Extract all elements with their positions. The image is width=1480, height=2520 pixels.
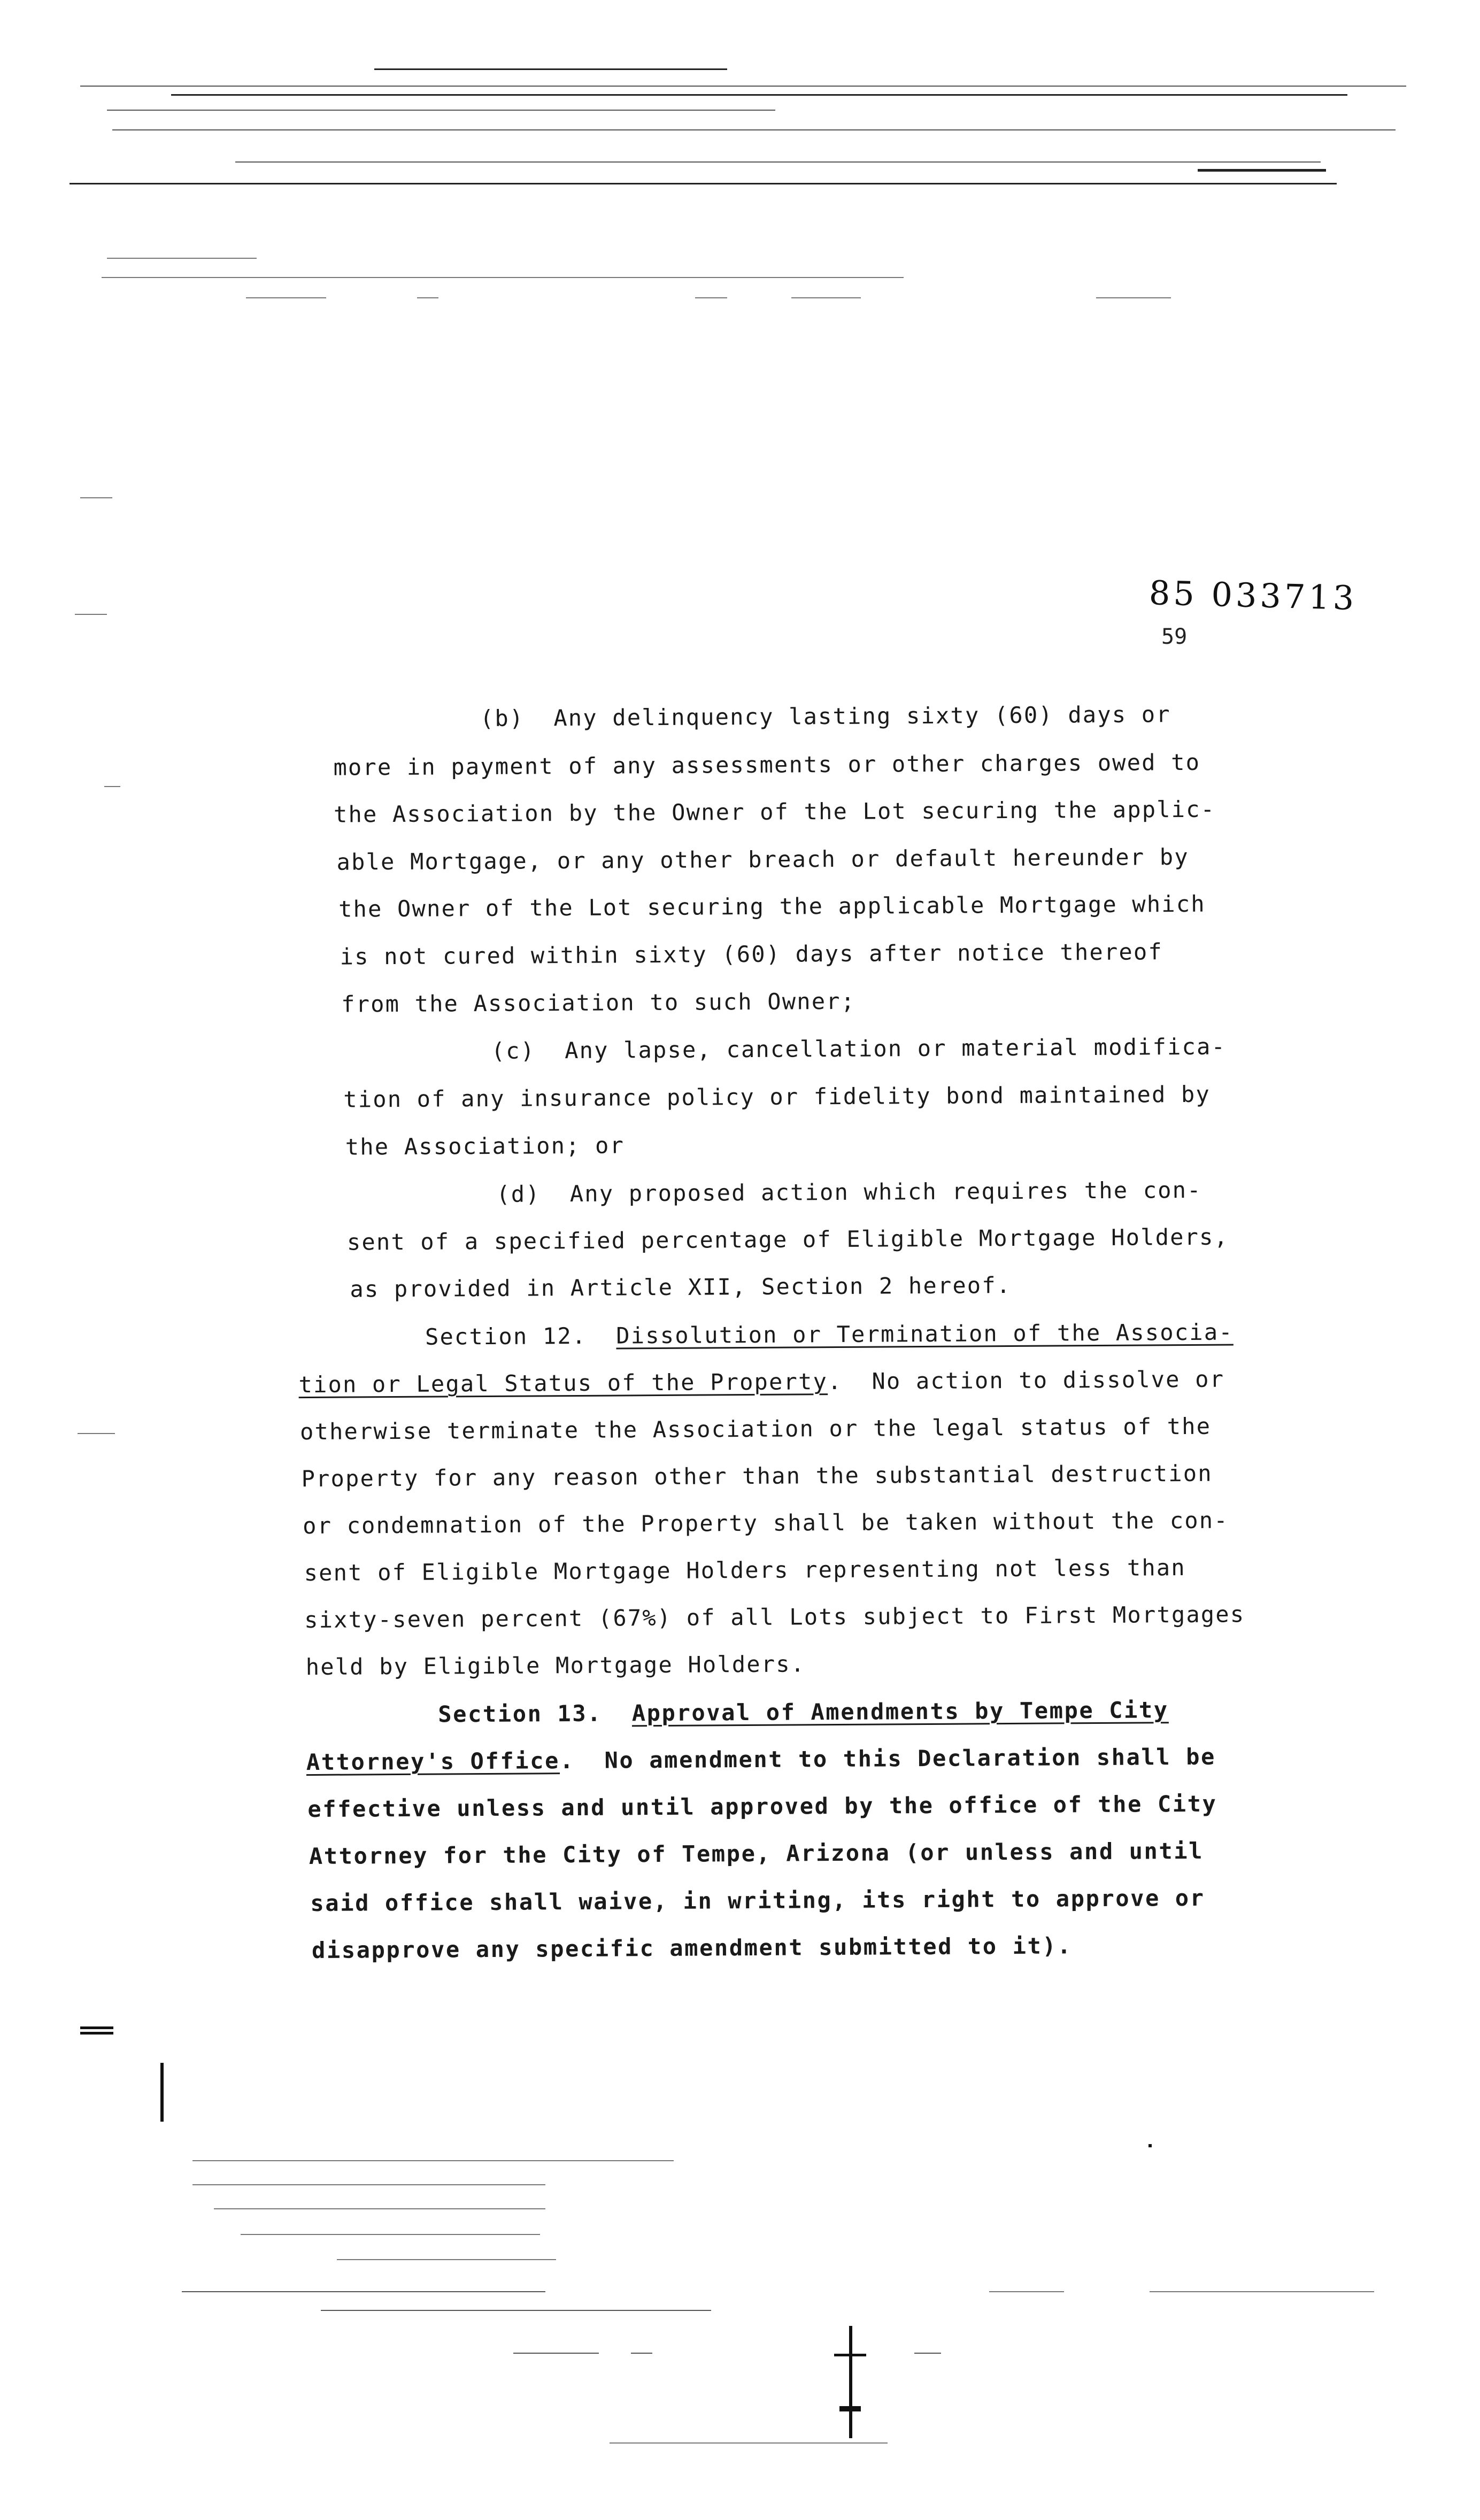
section-12-line: Property for any reason other than the substantial destruction [301, 1460, 1213, 1492]
section-12-line: otherwise terminate the Association or the legal status of the [299, 1413, 1212, 1445]
section-13-line: effective unless and until approved by the office of the City [307, 1790, 1217, 1823]
section-12-heading-line [298, 1368, 1224, 1397]
scan-artifact-bottom [610, 2442, 888, 2444]
page-number: 59 [1161, 625, 1188, 649]
paragraph-c-line: (c) Any lapse, cancellation or material modifica- [491, 1033, 1227, 1064]
section-12-line: sixty-seven percent (67%) of all Lots subject to First Mortgages [304, 1601, 1245, 1633]
section-12-title: tion or Legal Status of the Property [298, 1368, 828, 1398]
scan-artifact-bottom [192, 2160, 674, 2161]
scan-artifact-bottom [321, 2310, 711, 2311]
paragraph-c-line: the Association; or [345, 1132, 625, 1160]
paragraph-b-line: more in payment of any assessments or other charges owed to [333, 749, 1201, 781]
section-12-line: or condemnation of the Property shall be taken without the con- [302, 1507, 1229, 1539]
scan-artifact-bottom [1150, 2291, 1374, 2292]
scan-artifact-bottom [849, 2326, 852, 2438]
scan-artifact-bottom [989, 2291, 1064, 2292]
paragraph-c-line: tion of any insurance policy or fidelity bond maintained by [343, 1081, 1211, 1113]
section-13-label: Section 13. [438, 1700, 603, 1728]
section-12-line: sent of Eligible Mortgage Holders representing not less than [304, 1554, 1186, 1586]
scan-artifact-bottom [914, 2353, 941, 2354]
section-13-title: Attorney's Office [306, 1747, 560, 1776]
section-13-title: Approval of Amendments by Tempe City [631, 1697, 1169, 1727]
section-12-text: . No action to dissolve or [827, 1366, 1225, 1395]
paragraph-d-line: sent of a specified percentage of Eligible Mortgage Holders, [346, 1223, 1229, 1255]
scan-artifact-bottom [182, 2291, 545, 2292]
scan-artifact-bottom [80, 2026, 113, 2029]
paragraph-d-line: (d) Any proposed action which requires the con- [496, 1176, 1202, 1207]
section-13-line: disapprove any specific amendment submitted to it). [311, 1932, 1073, 1964]
paragraph-b-line: is not cured within sixty (60) days after notice thereof [340, 938, 1163, 970]
scan-artifact-bottom [513, 2353, 599, 2354]
section-13-text: . No amendment to this Declaration shall be [559, 1743, 1216, 1774]
paragraph-b-line: the Association by the Owner of the Lot securing the applic- [333, 796, 1216, 828]
scan-artifact-bottom [160, 2063, 164, 2122]
section-13-heading-line [306, 1743, 1216, 1776]
paragraph-b-line: (b) Any delinquency lasting sixty (60) days or [480, 701, 1171, 732]
paragraph-b-line: from the Association to such Owner; [341, 988, 856, 1018]
section-12-label: Section 12. [425, 1322, 587, 1350]
scan-artifact-bottom [80, 2032, 113, 2035]
paragraph-b-line: able Mortgage, or any other breach or default hereunder by [336, 843, 1189, 875]
paragraph-d-line: as provided in Article XII, Section 2 hereof. [350, 1271, 1012, 1303]
paragraph-b-line: the Owner of the Lot securing the applicable Mortgage which [338, 890, 1206, 922]
scan-artifact-bottom [839, 2406, 861, 2411]
section-12-heading-line [425, 1321, 1234, 1348]
scan-artifact-bottom [631, 2353, 652, 2354]
scan-artifact-bottom [1148, 2144, 1152, 2147]
scan-artifact-bottom [214, 2208, 545, 2209]
section-12-line: held by Eligible Mortgage Holders. [305, 1651, 806, 1681]
scan-artifact-bottom [834, 2354, 866, 2356]
section-12-title: Dissolution or Termination of the Associa- [616, 1319, 1234, 1349]
scan-artifact-bottom [241, 2234, 540, 2235]
scan-artifact-bottom [192, 2184, 545, 2185]
scan-artifact-bottom [337, 2259, 556, 2260]
section-13-heading-line [438, 1697, 1169, 1728]
document-number: 85 033713 [1148, 573, 1358, 618]
section-13-line: Attorney for the City of Tempe, Arizona (or unless and until [309, 1837, 1204, 1870]
section-13-line: said office shall waive, in writing, its right to approve or [310, 1884, 1205, 1917]
